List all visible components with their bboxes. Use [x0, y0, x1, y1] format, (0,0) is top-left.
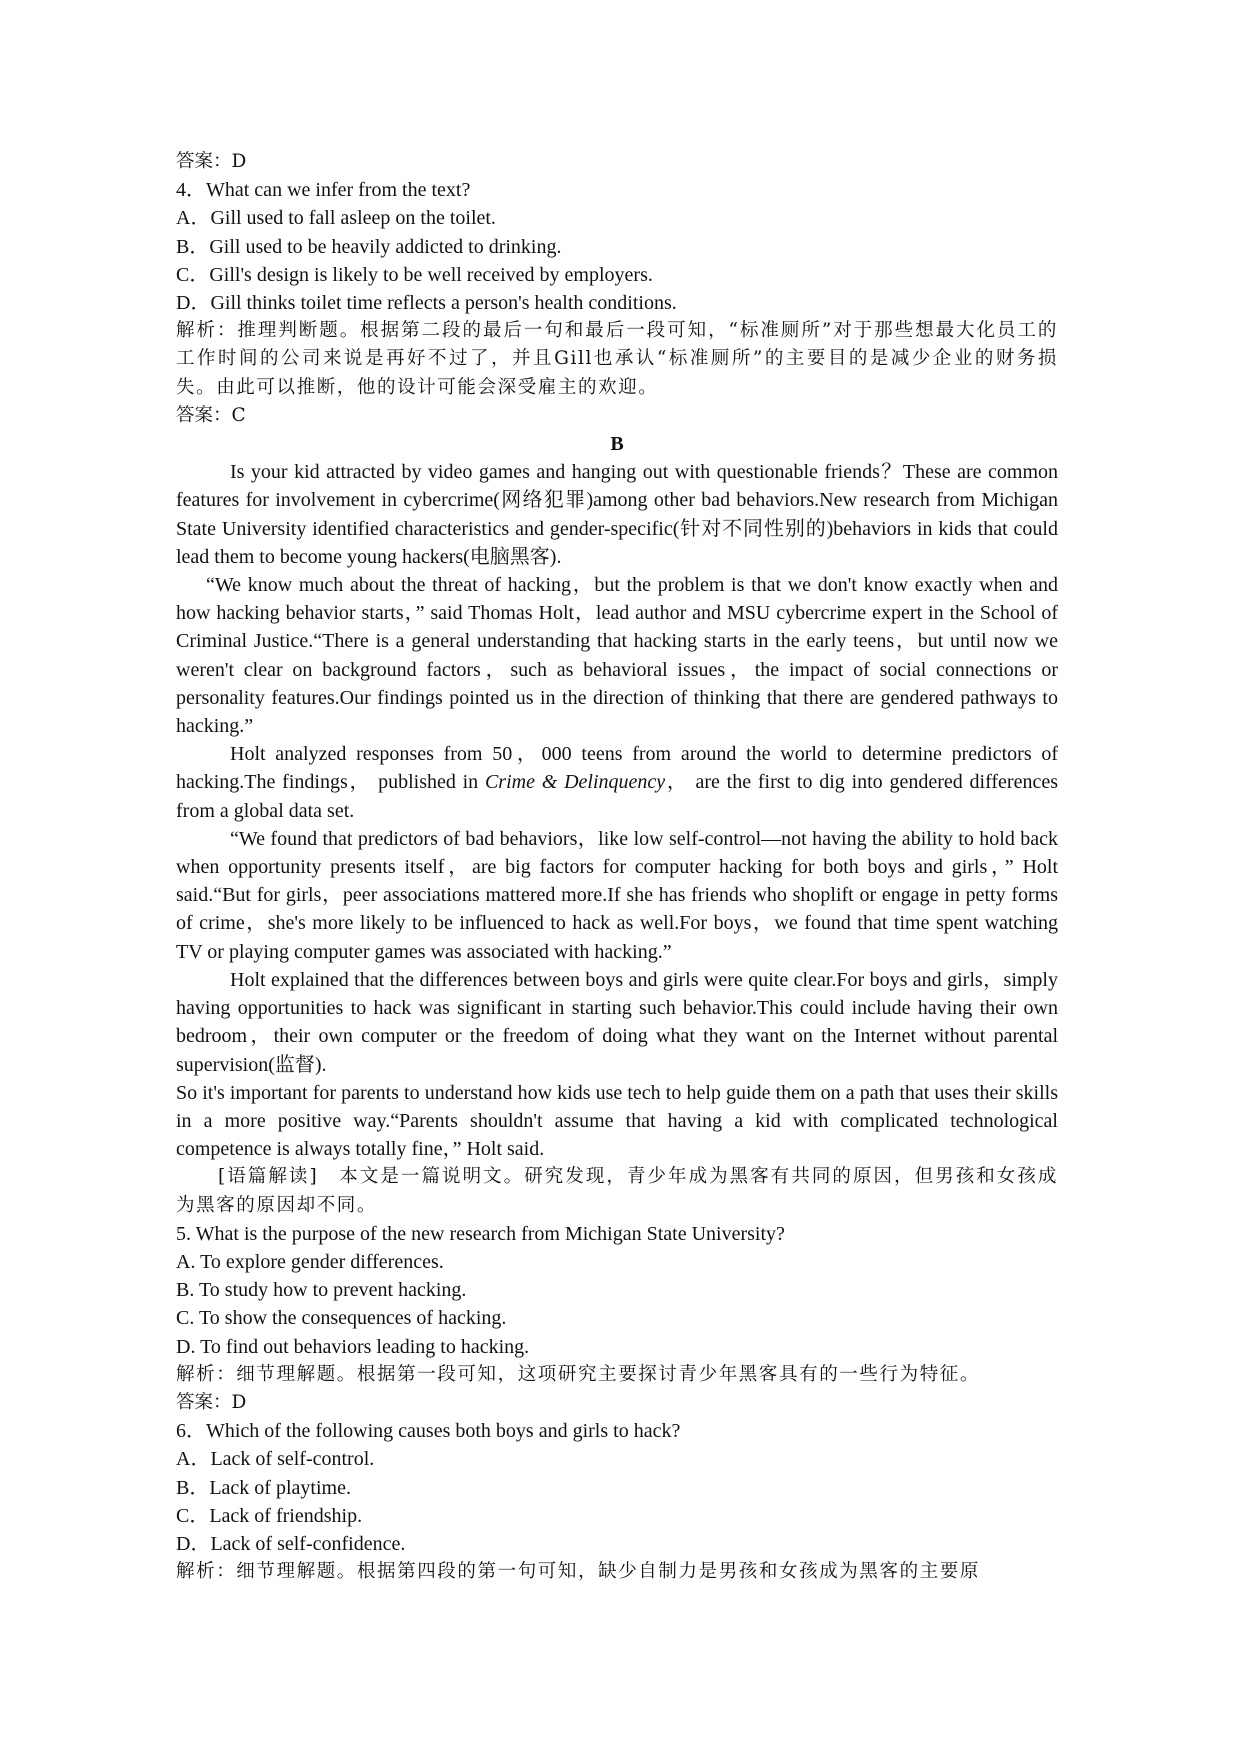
q5-option-d: D. To find out behaviors leading to hacking.: [176, 1335, 530, 1358]
q5-analysis: 解析：细节理解题。根据第一段可知，这项研究主要探讨青少年黑客具有的一些行为特征。: [176, 1363, 981, 1385]
q4-option-b: B．Gill used to be heavily addicted to drinking.: [176, 235, 562, 258]
q6-option-d: D．Lack of self-confidence.: [176, 1532, 406, 1555]
passage-paragraph-4: “We found that predictors of bad behaviors，like low self-control—not having the ability to hold back when opportunity presents itself，are big factors for computer hacking for both boys and girls，” Holt said.“But for girls，peer associations mattered more.If she has friends who shoplift or engage in petty forms of crime，she's more likely to be influenced to hack as well.For boys，we found that time spent watching TV or playing computer games was associated with hacking.”: [176, 827, 1058, 963]
q6-question: 6．Which of the following causes both boys and girls to hack?: [176, 1420, 681, 1443]
reading-summary: [176, 1163, 1058, 1219]
q6-option-a: A．Lack of self-control.: [176, 1448, 375, 1471]
passage-paragraph-2: “We know much about the threat of hacking，but the problem is that we don't know exactly when and how hacking behavior starts，” said Thomas Holt，lead author and MSU cybercrime expert in the School of Criminal Justice.“There is a general understanding that hacking starts in the early teens，but until now we weren't clear on background factors，such as behavioral issues，the impact of social connections or personality features.Our findings pointed us in the direction of thinking that there are gendered pathways to hacking.”: [176, 574, 1058, 738]
section-heading: B: [610, 433, 624, 456]
document-page: [176, 148, 1058, 1586]
passage-paragraph-3: [176, 740, 1058, 825]
q4-answer: 答案：C: [176, 404, 246, 426]
q4-option-d: D．Gill thinks toilet time reflects a person's health conditions.: [176, 292, 677, 315]
q6-analysis: 解析：细节理解题。根据第四段的第一句可知，缺少自制力是男孩和女孩成为黑客的主要原: [176, 1561, 981, 1583]
q5-question: 5. What is the purpose of the new research from Michigan State University?: [176, 1222, 785, 1245]
q5-option-c: C. To show the consequences of hacking.: [176, 1307, 507, 1330]
q5-answer: 答案：D: [176, 1391, 247, 1413]
q4-analysis: 解析：推理判断题。根据第二段的最后一句和最后一段可知，“标准厕所”对于那些想最大化员工的工作时间的公司来说是再好不过了，并且Gill也承认“标准厕所”的主要目的是减少企业的财务损失。由此可以推断，他的设计可能会深受雇主的欢迎。: [176, 320, 1058, 398]
reading-label: [语篇解读]: [218, 1166, 319, 1188]
journal-title: Crime & Delinquency: [484, 771, 666, 794]
passage-paragraph-5: Holt explained that the differences between boys and girls were quite clear.For boys and girls，simply having opportunities to hack was significant in starting such behavior.This could include having their own bedroom，their own computer or the freedom of doing what they want on the Internet without parental supervision(监督).: [176, 968, 1058, 1076]
q4-option-c: C．Gill's design is likely to be well received by employers.: [176, 263, 653, 286]
passage-paragraph-6: So it's important for parents to understand how kids use tech to help guide them on a path that uses their skills in a more positive way.“Parents shouldn't assume that having a kid with complicated technological competence is always totally fine，” Holt said.: [176, 1081, 1058, 1161]
q4-question: 4．What can we infer from the text?: [176, 179, 471, 202]
q6-option-b: B．Lack of playtime.: [176, 1476, 351, 1499]
reading-text: 本文是一篇说明文。研究发现，青少年成为黑客有共同的原因，但男孩和女孩成为黑客的原因却不同。: [176, 1166, 1058, 1216]
q5-option-a: A. To explore gender differences.: [176, 1250, 444, 1273]
q3-answer: 答案：D: [176, 151, 247, 172]
q5-option-b: B. To study how to prevent hacking.: [176, 1279, 467, 1302]
q6-option-c: C．Lack of friendship.: [176, 1504, 363, 1527]
passage-paragraph-1: Is your kid attracted by video games and hanging out with questionable friends？These are common features for involvement in cybercrime(网络犯罪)among other bad behaviors.New research from Michigan State University identified characteristics and gender-specific(针对不同性别的)behaviors in kids that could lead them to become young hackers(电脑黑客).: [176, 461, 1058, 568]
paragraph-3-part-2: ， are the first to dig into gendered differences from a global data set.: [176, 771, 1058, 822]
q4-option-a: A．Gill used to fall asleep on the toilet.: [176, 207, 496, 230]
paragraph-3-part-1: Holt analyzed responses from 50，000 teens from around the world to determine predictors of hacking.The findings， published in: [176, 743, 1058, 794]
